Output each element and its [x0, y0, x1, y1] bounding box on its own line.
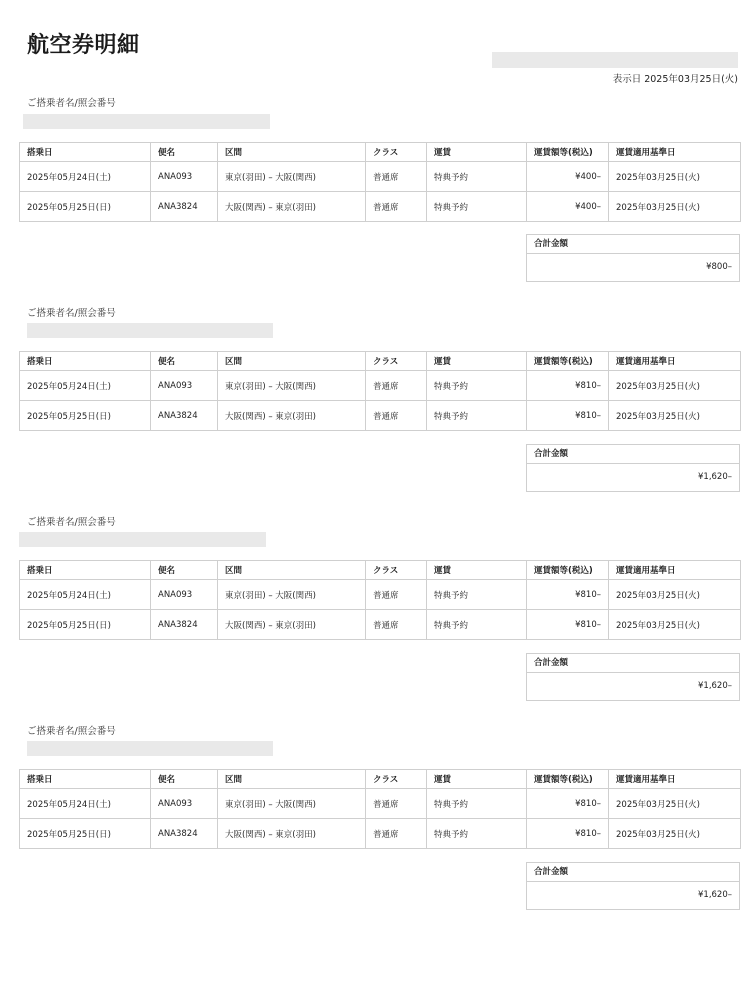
- total-box: [526, 862, 740, 910]
- redacted-passenger-name: [23, 114, 270, 129]
- header-route: 区間: [218, 561, 366, 580]
- table-header-row: [20, 561, 741, 580]
- class: 普通席: [366, 580, 427, 610]
- passenger-label: ご搭乗者名/照会番号: [27, 726, 116, 737]
- flight-number: ANA3824: [151, 192, 218, 222]
- table-row: [20, 371, 741, 401]
- header-fare: 運賃: [427, 561, 527, 580]
- flight-number: ANA3824: [151, 610, 218, 640]
- header-fare-amount: 運賃額等(税込): [527, 143, 609, 162]
- route: 東京(羽田) – 大阪(関西): [218, 789, 366, 819]
- class: 普通席: [366, 371, 427, 401]
- flight-number: ANA3824: [151, 819, 218, 849]
- total-amount: ¥800–: [706, 262, 732, 272]
- header-fare: 運賃: [427, 352, 527, 371]
- header-route: 区間: [218, 352, 366, 371]
- header-fare: 運賃: [427, 770, 527, 789]
- header-class: クラス: [366, 770, 427, 789]
- route: 大阪(関西) – 東京(羽田): [218, 610, 366, 640]
- display-date: 表示日 2025年03月25日(火): [612, 74, 738, 85]
- fare-date: 2025年03月25日(火): [609, 401, 741, 431]
- total-amount: ¥1,620–: [698, 681, 732, 691]
- flight-table: [19, 560, 741, 640]
- boarding-date: 2025年05月25日(日): [20, 401, 151, 431]
- passenger-label: ご搭乗者名/照会番号: [27, 98, 116, 109]
- header-fare-date: 運賃適用基準日: [609, 561, 741, 580]
- total-amount: ¥1,620–: [698, 472, 732, 482]
- fare-date: 2025年03月25日(火): [609, 610, 741, 640]
- flight-table: [19, 351, 741, 431]
- class: 普通席: [366, 162, 427, 192]
- header-fare-amount: 運賃額等(税込): [527, 352, 609, 371]
- fare-amount: ¥400–: [527, 162, 609, 192]
- boarding-date: 2025年05月25日(日): [20, 192, 151, 222]
- class: 普通席: [366, 610, 427, 640]
- header-class: クラス: [366, 561, 427, 580]
- fare-amount: ¥810–: [527, 819, 609, 849]
- boarding-date: 2025年05月25日(日): [20, 610, 151, 640]
- table-row: [20, 610, 741, 640]
- header-flight-number: 便名: [151, 561, 218, 580]
- passenger-label: ご搭乗者名/照会番号: [27, 308, 116, 319]
- class: 普通席: [366, 401, 427, 431]
- total-label: 合計金額: [527, 863, 739, 882]
- header-class: クラス: [366, 143, 427, 162]
- redacted-passenger-name: [27, 323, 273, 338]
- total-amount: ¥1,620–: [698, 890, 732, 900]
- fare-date: 2025年03月25日(火): [609, 789, 741, 819]
- flight-number: ANA093: [151, 371, 218, 401]
- header-flight-number: 便名: [151, 352, 218, 371]
- fare-date: 2025年03月25日(火): [609, 819, 741, 849]
- boarding-date: 2025年05月24日(土): [20, 162, 151, 192]
- fare-date: 2025年03月25日(火): [609, 192, 741, 222]
- route: 東京(羽田) – 大阪(関西): [218, 580, 366, 610]
- total-label: 合計金額: [527, 654, 739, 673]
- fare-date: 2025年03月25日(火): [609, 580, 741, 610]
- fare-amount: ¥810–: [527, 401, 609, 431]
- header-fare-amount: 運賃額等(税込): [527, 770, 609, 789]
- boarding-date: 2025年05月25日(日): [20, 819, 151, 849]
- header-fare-date: 運賃適用基準日: [609, 143, 741, 162]
- flight-number: ANA093: [151, 580, 218, 610]
- total-label: 合計金額: [527, 445, 739, 464]
- fare-amount: ¥810–: [527, 580, 609, 610]
- header-fare-date: 運賃適用基準日: [609, 352, 741, 371]
- table-row: [20, 162, 741, 192]
- redacted-field: [492, 52, 738, 68]
- fare-type: 特典予約: [427, 162, 527, 192]
- route: 東京(羽田) – 大阪(関西): [218, 162, 366, 192]
- page-title: 航空券明細: [27, 33, 140, 58]
- table-row: [20, 580, 741, 610]
- fare-amount: ¥400–: [527, 192, 609, 222]
- header-boarding-date: 搭乗日: [20, 770, 151, 789]
- fare-type: 特典予約: [427, 371, 527, 401]
- total-box: [526, 653, 740, 701]
- header-fare-date: 運賃適用基準日: [609, 770, 741, 789]
- total-label: 合計金額: [527, 235, 739, 254]
- header-flight-number: 便名: [151, 770, 218, 789]
- route: 東京(羽田) – 大阪(関西): [218, 371, 366, 401]
- fare-amount: ¥810–: [527, 789, 609, 819]
- table-header-row: [20, 143, 741, 162]
- flight-table: [19, 142, 741, 222]
- route: 大阪(関西) – 東京(羽田): [218, 401, 366, 431]
- fare-date: 2025年03月25日(火): [609, 371, 741, 401]
- table-row: [20, 192, 741, 222]
- class: 普通席: [366, 192, 427, 222]
- header-boarding-date: 搭乗日: [20, 143, 151, 162]
- header-fare-amount: 運賃額等(税込): [527, 561, 609, 580]
- total-box: [526, 444, 740, 492]
- total-box: [526, 234, 740, 282]
- table-header-row: [20, 352, 741, 371]
- header-class: クラス: [366, 352, 427, 371]
- fare-type: 特典予約: [427, 789, 527, 819]
- route: 大阪(関西) – 東京(羽田): [218, 819, 366, 849]
- header-boarding-date: 搭乗日: [20, 352, 151, 371]
- table-header-row: [20, 770, 741, 789]
- flight-table: [19, 769, 741, 849]
- fare-type: 特典予約: [427, 401, 527, 431]
- fare-type: 特典予約: [427, 192, 527, 222]
- class: 普通席: [366, 819, 427, 849]
- header-fare: 運賃: [427, 143, 527, 162]
- redacted-passenger-name: [27, 741, 273, 756]
- class: 普通席: [366, 789, 427, 819]
- redacted-passenger-name: [19, 532, 266, 547]
- fare-type: 特典予約: [427, 610, 527, 640]
- fare-amount: ¥810–: [527, 610, 609, 640]
- table-row: [20, 401, 741, 431]
- header-boarding-date: 搭乗日: [20, 561, 151, 580]
- table-row: [20, 789, 741, 819]
- fare-amount: ¥810–: [527, 371, 609, 401]
- boarding-date: 2025年05月24日(土): [20, 580, 151, 610]
- flight-number: ANA3824: [151, 401, 218, 431]
- flight-number: ANA093: [151, 162, 218, 192]
- header-route: 区間: [218, 770, 366, 789]
- passenger-label: ご搭乗者名/照会番号: [27, 517, 116, 528]
- fare-type: 特典予約: [427, 819, 527, 849]
- route: 大阪(関西) – 東京(羽田): [218, 192, 366, 222]
- fare-type: 特典予約: [427, 580, 527, 610]
- fare-date: 2025年03月25日(火): [609, 162, 741, 192]
- flight-number: ANA093: [151, 789, 218, 819]
- table-row: [20, 819, 741, 849]
- boarding-date: 2025年05月24日(土): [20, 789, 151, 819]
- boarding-date: 2025年05月24日(土): [20, 371, 151, 401]
- header-route: 区間: [218, 143, 366, 162]
- header-flight-number: 便名: [151, 143, 218, 162]
